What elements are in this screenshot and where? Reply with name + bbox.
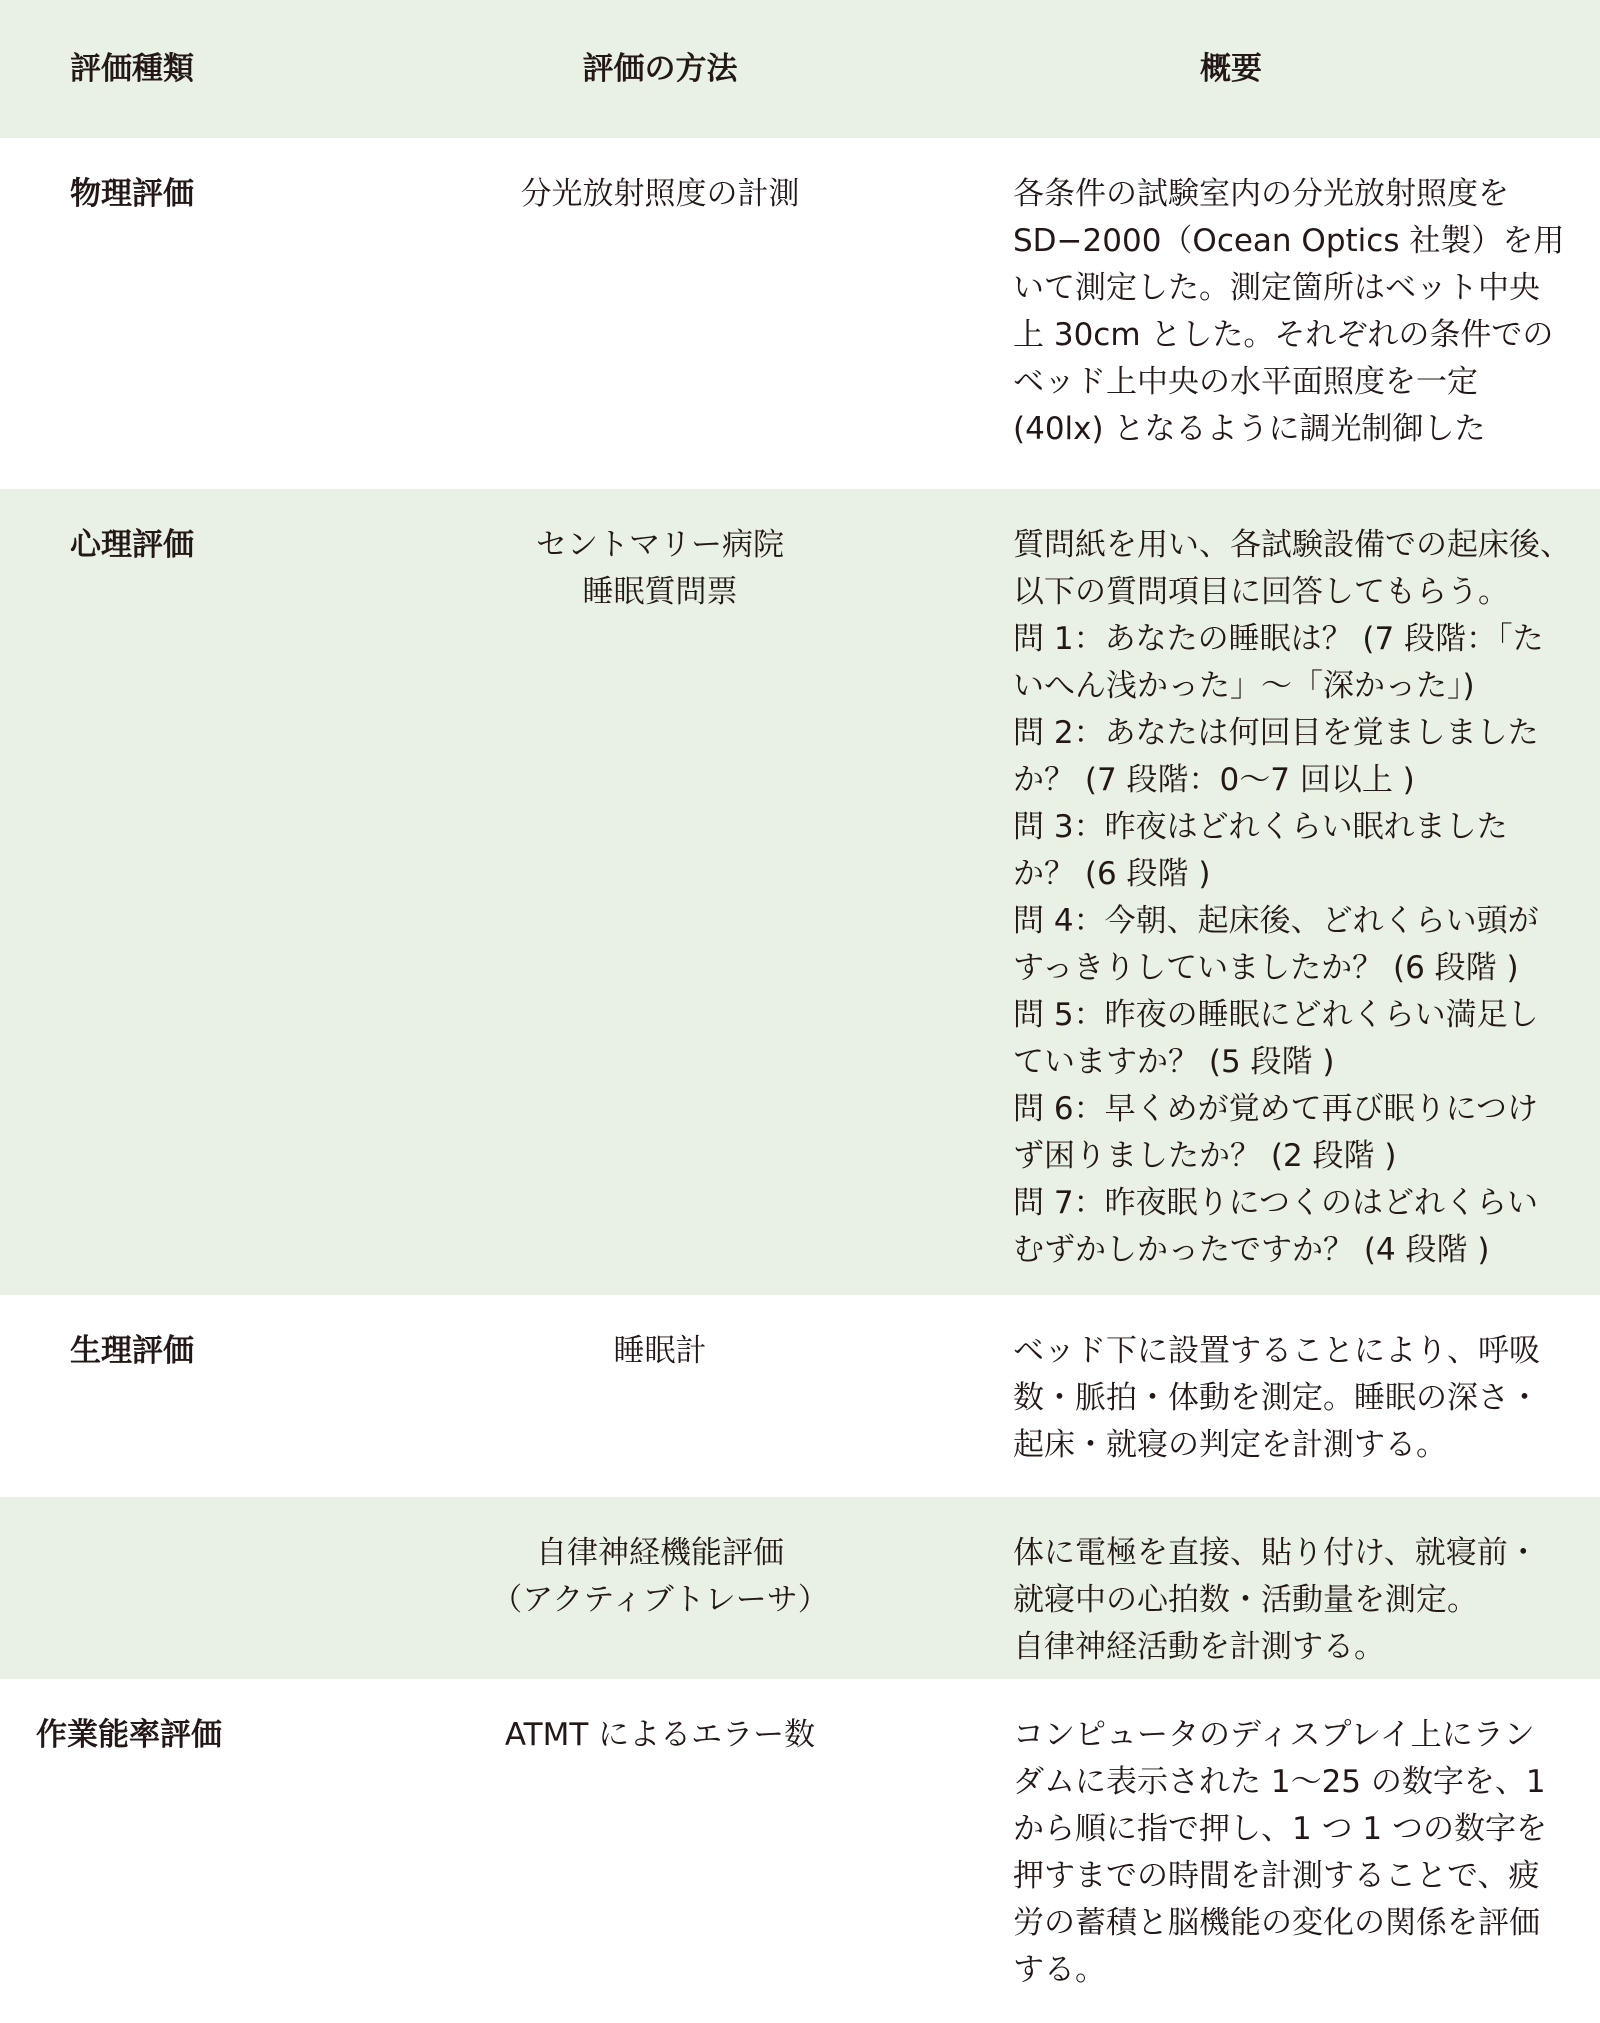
row-summary: ベッド下に設置することにより、呼吸 数・脈拍・体動を測定。睡眠の深さ・ 起床・就寝の判定を計測する。 <box>1013 1333 1540 1463</box>
table-row-work-efficiency <box>0 1679 1600 2023</box>
header-summary: 概要 <box>1200 50 1262 87</box>
row-method: セントマリー病院 睡眠質問票 <box>536 527 784 610</box>
row-summary: コンピュータのディスプレイ上にラン ダムに表示された 1〜25 の数字を、1 から順に指で押し、1 つ 1 つの数字を 押すまでの時間を計測することで、疲 労の蓄積と脳機能の変化の関係を評価 する。 <box>1013 1717 1548 1988</box>
table-header-row <box>0 0 1600 138</box>
row-method: 分光放射照度の計測 <box>520 176 800 212</box>
row-summary: 質問紙を用い、各試験設備での起床後、 以下の質問項目に回答してもらう。 問 1：あなたの睡眠は？ (7 段階：「た いへん浅かった」〜「深かった」) 問 2：あなたは何回目を覚ましました か？ (7 段階：0〜7 回以上 ) 問 3：昨夜はどれくらい眠れました か？ (6 段階 ) 問 4：今朝、起床後、どれくらい頭が すっきりしていましたか？ (6 段階 ) 問 5：昨夜の睡眠にどれくらい満足し ていますか？ (5 段階 ) 問 6：早くめが覚めて再び眠りにつけ ず困りましたか？ (2 段階 ) 問 7：昨夜眠りにつくのはどれくらい むずかしかったですか？ (4 段階 ) <box>1013 527 1571 1268</box>
table-row-physiological <box>0 1295 1600 1497</box>
header-type: 評価種類 <box>70 50 194 87</box>
table-row-psychological <box>0 489 1600 1295</box>
table-row-physical <box>0 138 1600 489</box>
row-summary: 各条件の試験室内の分光放射照度を SD−2000（Ocean Optics 社製）を用 いて測定した。測定箇所はベット中央 上 30cm とした。それぞれの条件での ベッド上中央の水平面照度を一定 (40lx) となるように調光制御した <box>1013 176 1565 447</box>
row-type: 物理評価 <box>70 176 194 212</box>
table-row-autonomic <box>0 1497 1600 1679</box>
row-type: 生理評価 <box>70 1333 194 1369</box>
row-summary: 体に電極を直接、貼り付け、就寝前・ 就寝中の心拍数・活動量を測定。 自律神経活動を計測する。 <box>1013 1535 1539 1665</box>
row-type: 心理評価 <box>70 527 194 563</box>
header-method: 評価の方法 <box>582 50 738 87</box>
row-method: 睡眠計 <box>613 1333 707 1369</box>
row-method: ATMT によるエラー数 <box>504 1717 816 1753</box>
row-type <box>0 1530 420 1679</box>
row-method: 自律神経機能評価 （アクティブトレーサ） <box>491 1535 829 1618</box>
row-type: 作業能率評価 <box>36 1717 222 1753</box>
